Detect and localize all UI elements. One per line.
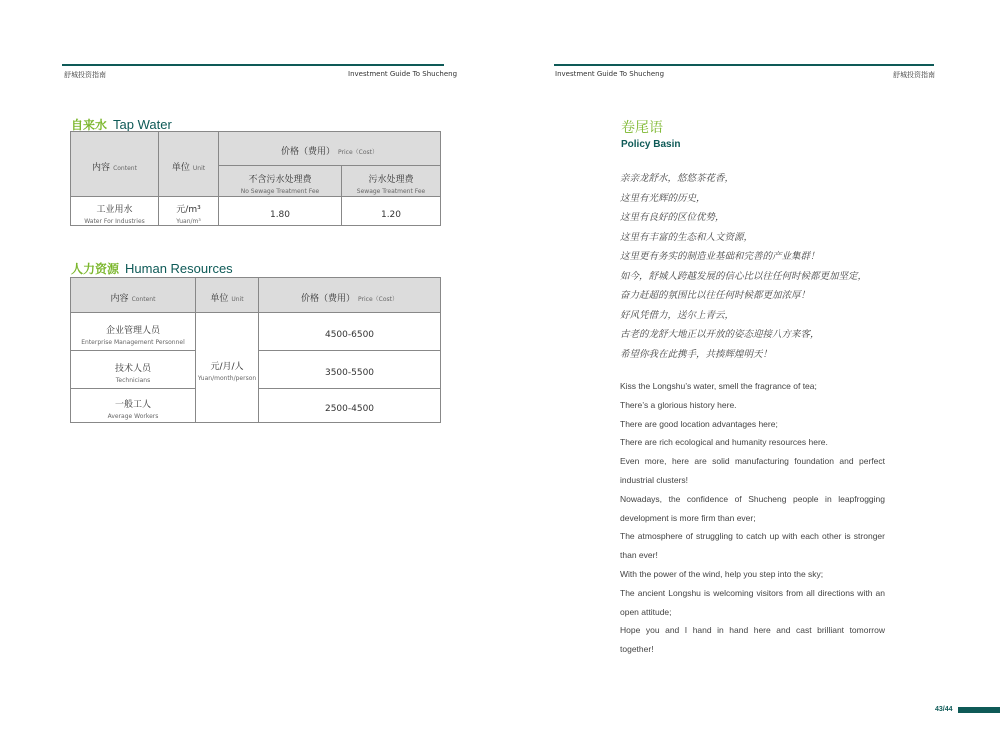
english-line: With the power of the wind, help you step into the sky; (620, 568, 824, 579)
tap-row-sewage: 1.20 (342, 197, 441, 226)
human-resources-title (71, 258, 233, 277)
table-row (71, 197, 441, 226)
tap-water-title-cn: 自来水 (71, 118, 108, 132)
hr-row-price: 4500-6500 (259, 313, 441, 351)
hr-price-header: 价格（费用） Price（Cost） (259, 278, 441, 313)
tap-sewage-header: 污水处理费 Sewage Treatment Fee (342, 166, 441, 197)
poem-line: 好风凭借力，送尔上青云， (620, 309, 735, 321)
english-line: Nowadays, the confidence of Shucheng people in leapfrogging development is more firm than ever; (620, 493, 885, 523)
english-line: There are good location advantages here; (620, 418, 778, 429)
left-header-cn: 舒城投资指南 (64, 71, 106, 79)
tap-no-sewage-header: 不含污水处理费 No Sewage Treatment Fee (219, 166, 342, 197)
hr-unit-cell: 元/月/人 Yuan/month/person (196, 313, 259, 423)
right-header-cn: 舒城投资指南 (893, 71, 935, 79)
hr-row-content: 一般工人 Average Workers (71, 389, 196, 423)
poem-line: 这里有丰富的生态和人文资源， (620, 231, 754, 243)
hr-row-content: 技术人员 Technicians (71, 351, 196, 389)
poem-line: 这里有良好的区位优势， (620, 212, 725, 223)
english-line: Even more, here are solid manufacturing foundation and perfect industrial clusters! (620, 456, 885, 485)
right-header-rule (554, 64, 934, 66)
closing-title-cn: 卷尾语 (621, 120, 663, 136)
hr-row-price: 2500-4500 (259, 389, 441, 423)
poem-line: 希望你我在此携手，共揍辉煌明天！ (620, 348, 773, 360)
poem-cn (620, 172, 910, 367)
tap-row-content: 工业用水 Water For Industries (71, 197, 159, 226)
tap-unit-header: 单位 Unit (159, 132, 219, 197)
poem-line: 亲亲龙舒水，悠悠茶花香， (620, 173, 735, 184)
poem-line: 如今，舒城人跨越发展的信心比以往任何时候都更加坚定， (620, 270, 868, 282)
table-row (71, 313, 441, 351)
tap-water-table (70, 131, 441, 226)
hr-title-cn: 人力资源 (71, 262, 120, 276)
human-resources-table (70, 277, 441, 423)
english-line: The atmosphere of struggling to catch up with each other is stronger than ever! (620, 531, 885, 561)
poem-line: 古老的龙舒大地正以开放的姿态迎接八方来客， (620, 329, 820, 340)
left-header-en: Investment Guide To Shucheng (348, 70, 458, 78)
tap-price-header: 价格（费用） Price（Cost） (219, 132, 441, 166)
english-line: Hope you and I hand in hand here and cast brilliant tomorrow together! (620, 625, 885, 655)
tap-row-no-sewage: 1.80 (219, 197, 342, 226)
hr-unit-header: 单位 Unit (196, 278, 259, 313)
tap-row-unit: 元/m³ Yuan/m³ (159, 197, 219, 226)
poem-line: 这里有光辉的历史， (620, 192, 706, 204)
tap-content-header: 内容 Content (71, 132, 159, 197)
tap-water-title-en: Tap Water (113, 117, 172, 132)
english-line: Kiss the Longshu’s water, smell the fragrance of tea; (620, 381, 817, 391)
hr-row-price: 3500-5500 (259, 351, 441, 389)
english-line: There’s a glorious history here. (620, 399, 737, 410)
right-header-en: Investment Guide To Shucheng (555, 70, 665, 78)
page-number: 43/44 (935, 706, 953, 713)
page-number-bar (958, 707, 1000, 713)
closing-title-en: Policy Basin (621, 139, 681, 150)
english-line: The ancient Longshu is welcoming visitors from all directions with an open attitude; (620, 587, 885, 617)
poem-line: 这里更有务实的制造业基础和完善的产业集群！ (620, 251, 820, 262)
left-header-rule (62, 64, 444, 66)
english-text (620, 377, 885, 659)
hr-row-content: 企业管理人员 Enterprise Management Personnel (71, 313, 196, 351)
hr-title-en: Human Resources (125, 261, 233, 276)
english-line: There are rich ecological and humanity resources here. (620, 437, 828, 448)
poem-line: 奋力赶超的氛围比以往任何时候都更加浓厚！ (620, 290, 811, 301)
hr-content-header: 内容 Content (71, 278, 196, 313)
